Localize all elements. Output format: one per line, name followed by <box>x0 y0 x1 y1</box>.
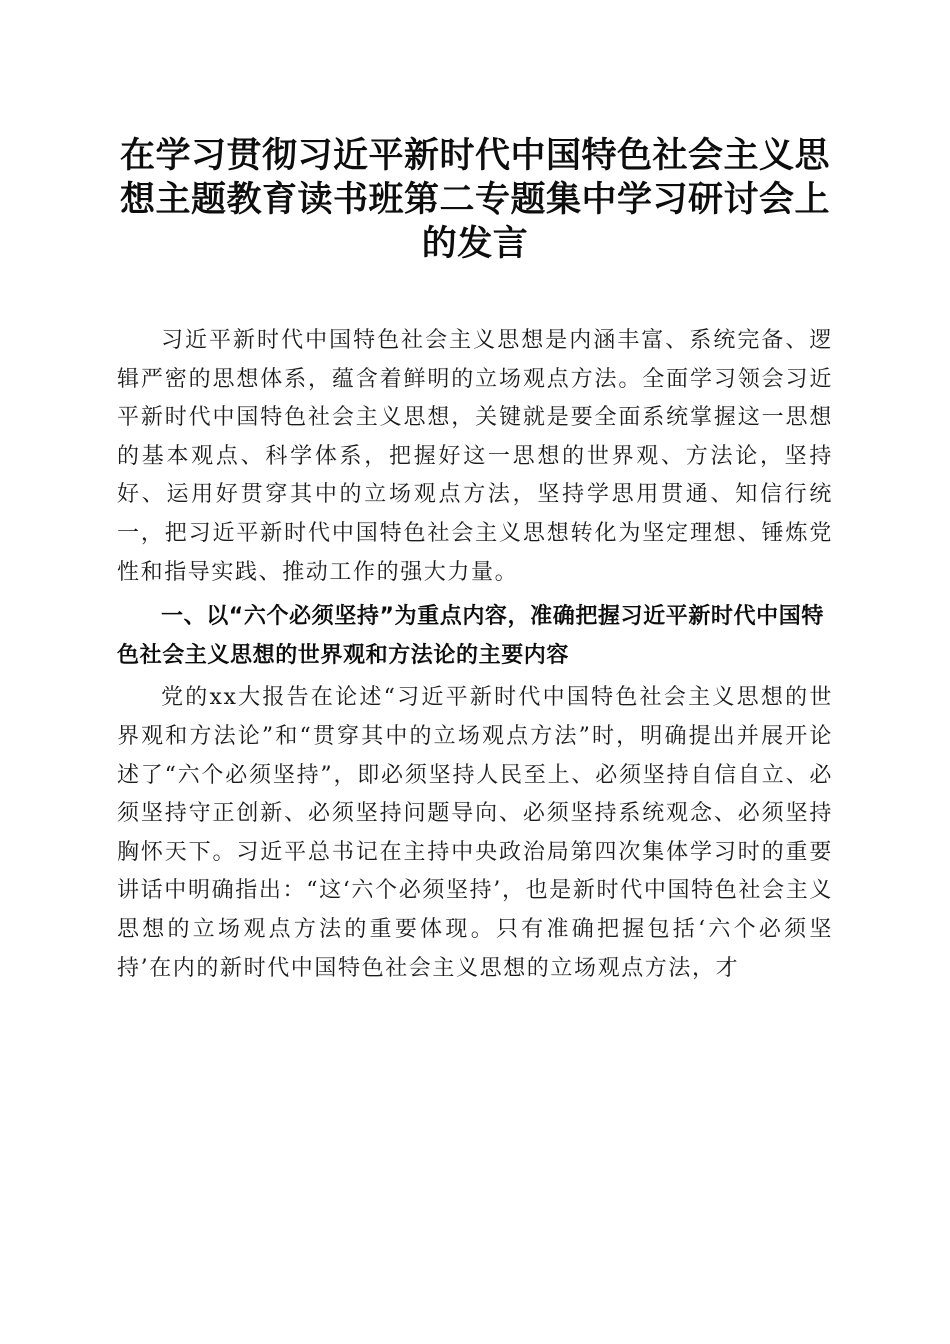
title-line-3: 的发言 <box>421 224 529 264</box>
paragraph-section-1: 党的xx大报告在论述“习近平新时代中国特色社会主义思想的世界观和方法论”和“贯穿其中的立场观点方法”时，明确提出并展开论述了“六个必须坚持”，即必须坚持人民至上、必须坚持自信自立、必须坚持守正创新、必须坚持问题导向、必须坚持系统观念、必须坚持胸怀天下。习近平总书记在主持中央政治局第四次集体学习时的重要讲话中明确指出：“这‘六个必须坚持’，也是新时代中国特色社会主义思想的立场观点方法的重要体现。只有准确把握包括‘六个必须坚持’在内的新时代中国特色社会主义思想的立场观点方法，才 <box>117 685 833 981</box>
paragraph-intro: 习近平新时代中国特色社会主义思想是内涵丰富、系统完备、逻辑严密的思想体系，蕴含着鲜明的立场观点方法。全面学习领会习近平新时代中国特色社会主义思想，关键就是要全面系统掌握这一思想的基本观点、科学体系，把握好这一思想的世界观、方法论，坚持好、运用好贯穿其中的立场观点方法，坚持学思用贯通、知信行统一，把习近平新时代中国特色社会主义思想转化为坚定理想、锤炼党性和指导实践、推动工作的强大力量。 <box>117 328 833 585</box>
title-line-2: 想主题教育读书班第二专题集中学习研讨会上 <box>119 180 830 220</box>
document-body <box>117 322 833 988</box>
title-line-1: 在学习贯彻习近平新时代中国特色社会主义思 <box>119 136 830 176</box>
section-heading-1: 一、以“六个必须坚持”为重点内容，准确把握习近平新时代中国特色社会主义思想的世界观和方法论的主要内容 <box>117 604 824 668</box>
document-title <box>110 134 840 266</box>
